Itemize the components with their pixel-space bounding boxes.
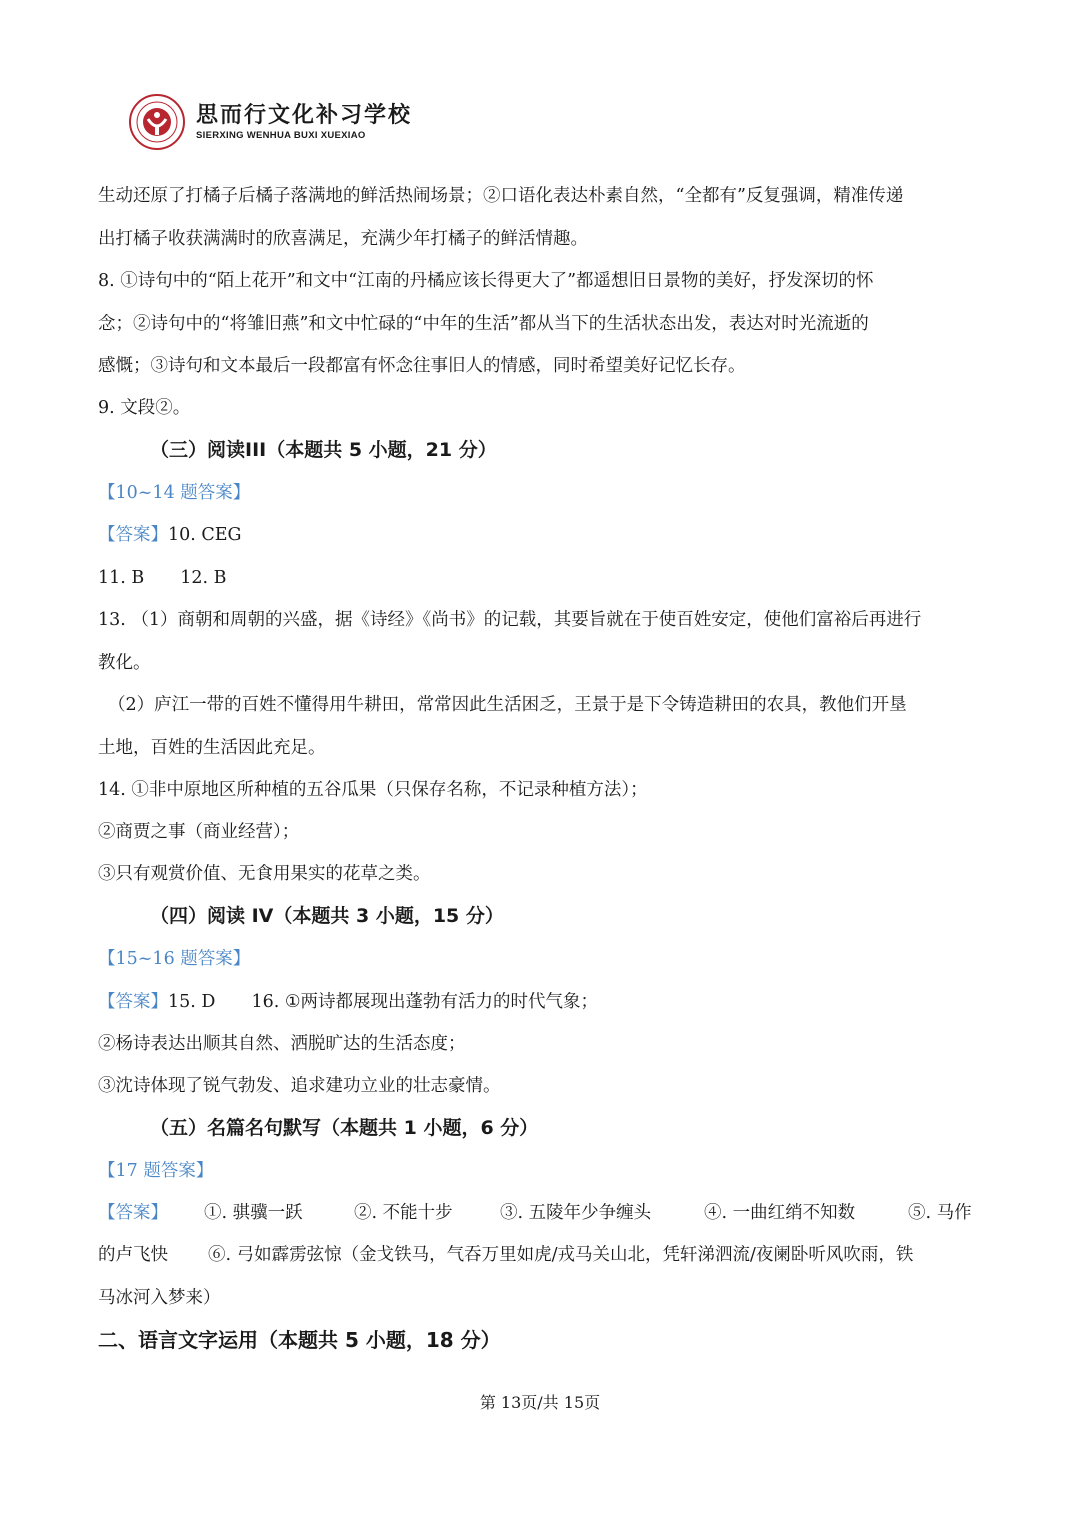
school-header: [128, 92, 412, 152]
answers-11-12: [98, 566, 227, 590]
answer-16-line-1: 16. ①两诗都展现出蓬勃有活力的时代气象；: [251, 992, 599, 1012]
school-name-en: SIERXING WENHUA BUXI XUEXIAO: [196, 129, 366, 141]
answer-13-line-4: 土地，百姓的生活因此充足。: [98, 738, 326, 758]
answer-14-line-3: ③只有观赏价值、无食用果实的花草之类。: [98, 864, 431, 884]
answer-16-line-3: ③沈诗体现了锐气勃发、追求建功立业的壮志豪情。: [98, 1076, 501, 1096]
answer-17-3: ③. 五陵年少争缠头: [500, 1203, 652, 1223]
answer-8-line-3: 感慨；③诗句和文本最后一段都富有怀念往事旧人的情感，同时希望美好记忆长存。: [98, 356, 746, 376]
answer-12: 12. B: [180, 568, 227, 588]
page-footer: 第 13页/共 15页: [479, 1393, 601, 1412]
section-5-answer-line-3: 马冰河入梦来）: [98, 1288, 221, 1308]
section-4-title: （四）阅读 IV（本题共 3 小题，15 分）: [150, 905, 504, 927]
answer-label: 【答案】: [98, 1203, 168, 1223]
answer-label: 【答案】: [98, 992, 168, 1012]
answer-17-2: ②. 不能十步: [354, 1203, 453, 1223]
section-3-answer: [98, 523, 242, 547]
section-5-answer-line-1: [98, 1201, 972, 1225]
part-2-title: 二、语言文字运用（本题共 5 小题，18 分）: [98, 1328, 501, 1352]
answer-17-4: ④. 一曲红绡不知数: [704, 1203, 856, 1223]
answer-13-line-2: 教化。: [98, 653, 151, 673]
answer-9: 9. 文段②。: [98, 398, 191, 418]
answer-label: 【答案】: [98, 525, 168, 545]
answer-14-line-2: ②商贾之事（商业经营）；: [98, 822, 300, 842]
answer-13-line-1: 13. （1）商朝和周朝的兴盛，据《诗经》《尚书》的记载，其要旨就在于使百姓安定，使他们富裕后再进行: [98, 610, 922, 630]
answer-10: 10. CEG: [168, 525, 242, 545]
section-5-tag: 【17 题答案】: [98, 1161, 214, 1181]
answer-17-6: ⑥. 弓如霹雳弦惊（金戈铁马，气吞万里如虎/戎马关山北，凭轩涕泗流/夜阑卧听风吹雨，铁: [208, 1245, 914, 1265]
answer-17-5: ⑤. 马作: [908, 1203, 972, 1223]
section-5-answer-line-2: [98, 1243, 913, 1267]
answer-7-line-2: 出打橘子收获满满时的欣喜满足，充满少年打橘子的鲜活情趣。: [98, 229, 588, 249]
answer-16-line-2: ②杨诗表达出顺其自然、洒脱旷达的生活态度；: [98, 1034, 466, 1054]
answer-8-line-2: 念；②诗句中的“将雏旧燕”和文中忙碌的“中年的生活”都从当下的生活状态出发，表达对时光流逝的: [98, 314, 869, 334]
answer-15: 15. D: [168, 992, 216, 1012]
answer-7-line-1: 生动还原了打橘子后橘子落满地的鲜活热闹场景；②口语化表达朴素自然，“全都有”反复强调，精准传递: [98, 186, 904, 206]
section-3-tag: 【10~14 题答案】: [98, 483, 251, 503]
section-3-title: （三）阅读III（本题共 5 小题，21 分）: [150, 439, 497, 461]
answer-17-1: ①. 骐骥一跃: [204, 1203, 303, 1223]
answer-13-line-3: （2）庐江一带的百姓不懂得用牛耕田，常常因此生活困乏，王景于是下令铸造耕田的农具，教他们开垦: [108, 695, 907, 715]
section-4-answer: [98, 990, 598, 1014]
section-5-title: （五）名篇名句默写（本题共 1 小题，6 分）: [150, 1117, 539, 1139]
answer-14-line-1: 14. ①非中原地区所种植的五谷瓜果（只保存名称，不记录种植方法）；: [98, 780, 648, 800]
section-4-tag: 【15~16 题答案】: [98, 949, 251, 969]
school-name-cn: 思而行文化补习学校: [196, 102, 413, 128]
answer-8-line-1: 8. ①诗句中的“陌上花开”和文中“江南的丹橘应该长得更大了”都遥想旧日景物的美好，抒发深切的怀: [98, 271, 874, 291]
answer-17-5-cont: 的卢飞快: [98, 1245, 168, 1265]
school-brand: [196, 103, 412, 142]
school-logo-icon: [128, 93, 186, 151]
answer-11: 11. B: [98, 568, 145, 588]
